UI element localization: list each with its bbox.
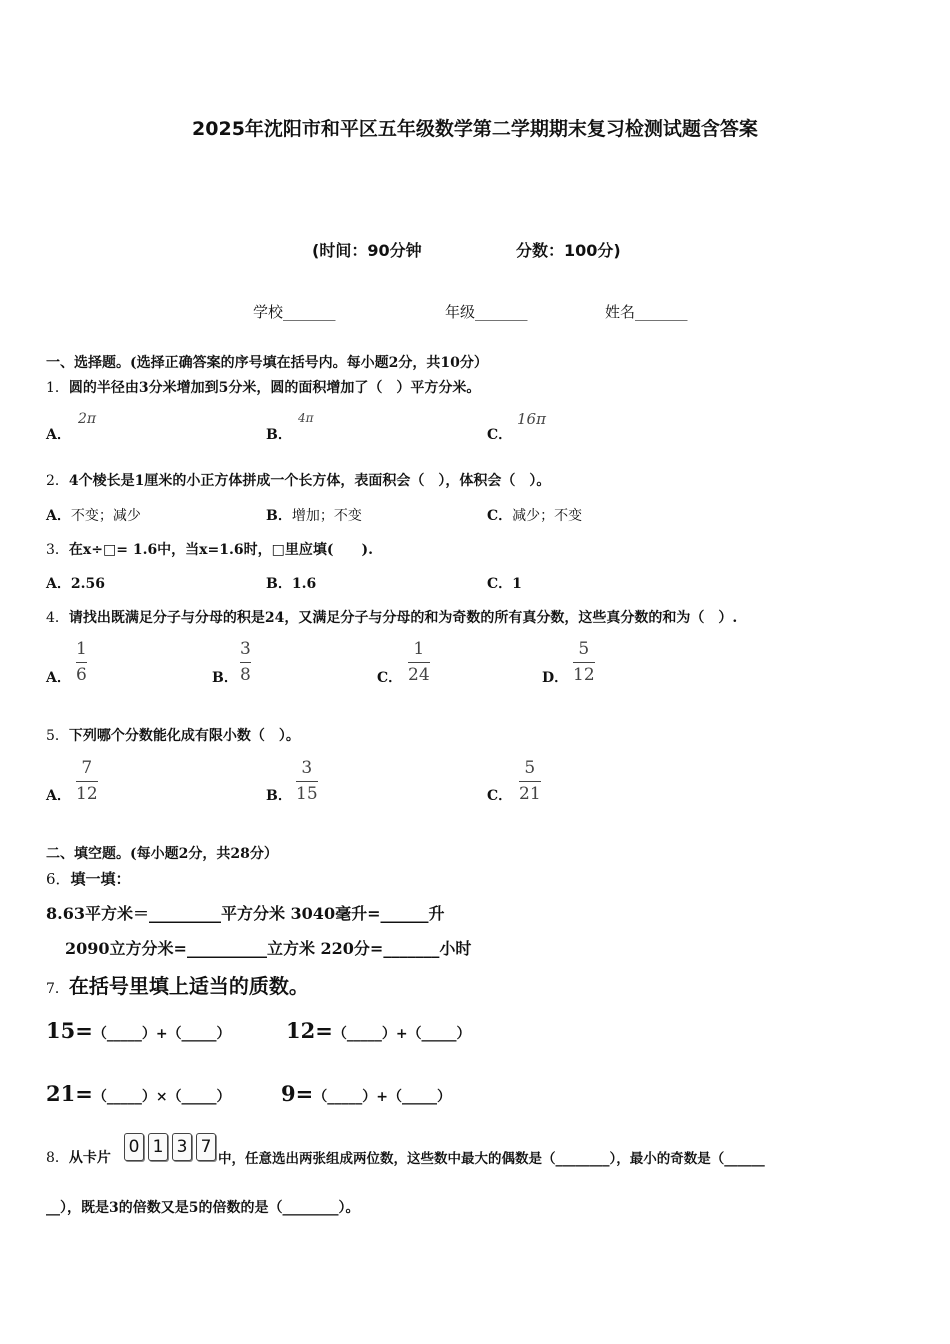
school-field: 学校_______: [253, 303, 336, 321]
q5-option-c-label: C．: [487, 788, 513, 804]
q3-option-a: A．2.56: [46, 576, 105, 592]
question-text: 在括号里填上适当的质数。: [68, 974, 309, 998]
q7-equation-3: 21=（_____）×（_____）: [46, 1081, 231, 1106]
page-title: 2025年沈阳市和平区五年级数学第二学期期末复习检测试题含答案: [192, 118, 758, 140]
question-2: [46, 470, 550, 490]
digit-card: 0: [124, 1133, 144, 1161]
digit-card: 3: [172, 1133, 192, 1161]
q2-option-b: B．增加；不变: [266, 508, 362, 524]
question-7: [46, 970, 309, 999]
q1-option-b-label: B．: [266, 427, 292, 443]
q5-option-c-fraction: 5 21: [519, 758, 541, 804]
question-number: 7．: [46, 981, 69, 997]
q5-option-b-label: B．: [266, 788, 292, 804]
q7-equation-1: 15=（_____）+（_____）: [46, 1018, 231, 1043]
question-1: [46, 377, 480, 397]
q4-option-d-label: D．: [542, 670, 569, 686]
q4-option-c-fraction: 1 24: [408, 639, 430, 685]
q3-option-c: C．1: [487, 576, 522, 592]
q3-option-b: B．1.6: [266, 576, 317, 592]
q1-option-c-label: C．: [487, 427, 513, 443]
q4-option-d-fraction: 5 12: [573, 639, 595, 685]
question-number: 3．: [46, 542, 69, 558]
q6-line-1: 8.63平方米＝_________平方分米 3040毫升=______升: [46, 904, 445, 923]
q4-option-c-label: C．: [377, 670, 403, 686]
digit-card: 7: [196, 1133, 216, 1161]
q5-option-a-label: A．: [46, 788, 71, 804]
question-number: 4．: [46, 610, 69, 626]
question-4: [46, 607, 737, 627]
q2-option-c: C．减少；不变: [487, 508, 583, 524]
exam-time: (时间：90分钟: [312, 241, 422, 260]
grade-field: 年级_______: [445, 303, 528, 321]
name-field: 姓名_______: [605, 303, 688, 321]
q5-option-b-fraction: 3 15: [296, 758, 318, 804]
question-number: 8．: [46, 1150, 69, 1166]
q4-option-b-fraction: 3 8: [240, 639, 251, 685]
question-number: 5．: [46, 728, 69, 744]
question-number: 2．: [46, 473, 69, 489]
question-6: [46, 868, 131, 889]
q1-option-a-value: 2π: [78, 411, 97, 427]
question-8-text: 中，任意选出两张组成两位数，这些数中最大的偶数是（________），最小的奇数是（______: [218, 1151, 765, 1167]
section-2-heading: 二、填空题。(每小题2分，共28分）: [46, 846, 278, 862]
question-number: 1．: [46, 380, 69, 396]
q1-option-a-label: A．: [46, 427, 71, 443]
q1-option-c-value: 16π: [517, 410, 546, 428]
digit-card: 1: [148, 1133, 168, 1161]
q7-equation-4: 9=（_____）+（_____）: [281, 1081, 451, 1106]
question-number: 6．: [46, 870, 71, 888]
section-1-heading: 一、选择题。(选择正确答案的序号填在括号内。每小题2分，共10分）: [46, 355, 488, 371]
q1-option-b-value: 4π: [298, 411, 314, 425]
question-text: 圆的半径由3分米增加到5分米，圆的面积增加了（ ）平方分米。: [68, 380, 481, 396]
q6-line-2: 2090立方分米=__________立方米 220分=_______小时: [65, 939, 472, 958]
digit-cards: [124, 1133, 220, 1161]
question-3: [46, 539, 373, 559]
q4-option-a-label: A．: [46, 670, 71, 686]
question-text: 下列哪个分数能化成有限小数（ ）。: [68, 728, 300, 744]
q4-option-b-label: B．: [212, 670, 238, 686]
q4-option-a-fraction: 1 6: [76, 639, 87, 685]
question-8-line-2: __），既是3的倍数又是5的倍数的是（________）。: [46, 1200, 360, 1216]
question-text: 填一填：: [70, 870, 131, 888]
exam-score: 分数：100分): [516, 241, 621, 260]
question-text: 在x÷□= 1.6中，当x=1.6时，□里应填( ).: [68, 542, 373, 558]
question-text: 4个棱长是1厘米的小正方体拼成一个长方体，表面积会（ ），体积会（ ）。: [68, 473, 551, 489]
q2-option-a: A．不变；减少: [46, 508, 141, 524]
q5-option-a-fraction: 7 12: [76, 758, 98, 804]
question-8-start: 8．从卡片: [46, 1150, 111, 1166]
q7-equation-2: 12=（_____）+（_____）: [286, 1018, 471, 1043]
question-text: 请找出既满足分子与分母的积是24，又满足分子与分母的和为奇数的所有真分数，这些真分数的和为（ ）.: [68, 610, 738, 626]
question-5: [46, 725, 300, 745]
